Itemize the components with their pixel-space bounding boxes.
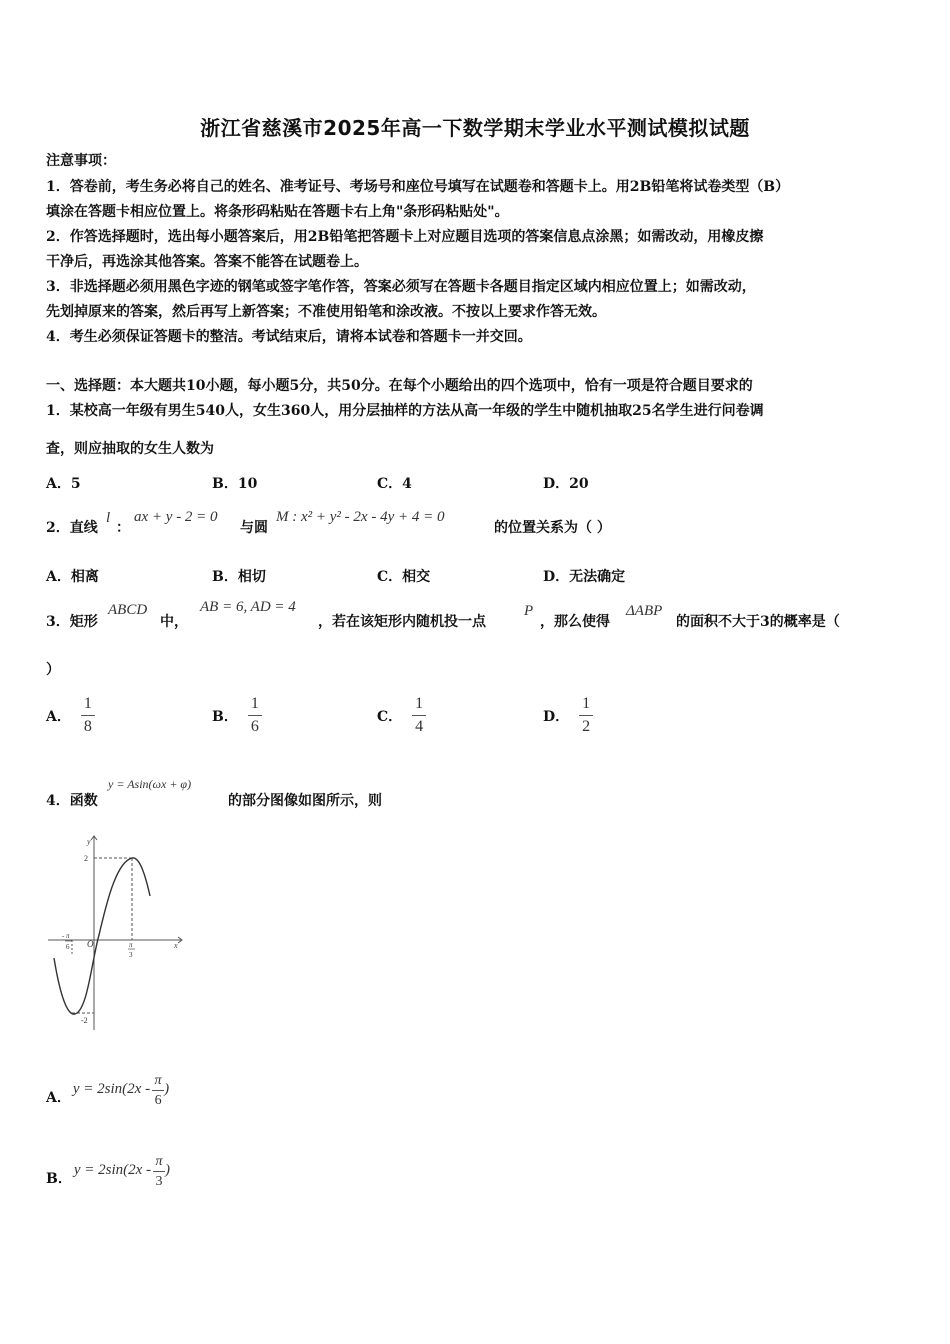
q1-option-c: C．4: [377, 476, 412, 492]
fraction: $\frac{1}{2}$: [579, 694, 593, 737]
option-label: B．: [46, 1171, 72, 1187]
line-equation: ax + y - 2 = 0: [134, 509, 218, 525]
q2-option-b: B．相切: [212, 569, 266, 585]
question-2-prefix: 2．直线: [46, 520, 98, 536]
function-expression: y = Asin(ωx + φ): [108, 777, 192, 791]
q1-option-b: B．10: [212, 476, 258, 492]
notice-line: 2．作答选择题时，选出每小题答案后，用2B铅笔把答题卡上对应题目选项的答案信息点涂黑；如需改动，用橡皮擦: [46, 229, 764, 245]
option-expression: y = 2sin(2x -: [73, 1162, 152, 1178]
triangle-name: ΔABP: [626, 603, 663, 619]
q1-option-d: D．20: [543, 476, 589, 492]
option-expression: y = 2sin(2x -: [72, 1081, 151, 1097]
question-4-suffix: 的部分图像如图所示，则: [228, 793, 382, 809]
question-1-text-cont: 查，则应抽取的女生人数为: [46, 441, 214, 457]
point-p: P: [524, 603, 534, 619]
option-label: B．: [212, 708, 238, 725]
option-label: A．: [46, 708, 71, 725]
origin-label: O: [87, 939, 94, 949]
option-label: D．: [543, 708, 570, 725]
q4-option-b: [46, 1153, 170, 1190]
question-4-prefix: 4．函数: [46, 793, 98, 809]
question-3-close: ）: [46, 662, 60, 678]
notice-heading: 注意事项：: [46, 153, 116, 169]
q1-option-a: A．5: [46, 476, 81, 492]
notice-line: 3．非选择题必须用黑色字迹的钢笔或签字笔作答，答案必须写在答题卡各题目指定区域内相应位置上；如需改动，: [46, 279, 756, 295]
x-left-den: 6: [66, 943, 70, 951]
y-max-label: 2: [84, 854, 88, 863]
notice-line: 填涂在答题卡相应位置上。将条形码粘贴在答题卡右上角"条形码粘贴处"。: [46, 204, 509, 220]
question-1-text: 1．某校高一年级有男生540人，女生360人，用分层抽样的方法从高一年级的学生中随机抽取25名学生进行问卷调: [46, 403, 764, 419]
fraction: $\frac{1}{8}$: [81, 694, 95, 737]
question-3-suffix: 的面积不大于3的概率是（: [676, 614, 840, 630]
y-min-label: -2: [81, 1016, 88, 1025]
page-title: 浙江省慈溪市2025年高一下数学期末学业水平测试模拟试题: [200, 116, 750, 140]
closing-paren: ): [164, 1081, 170, 1097]
q3-option-a: [46, 694, 95, 737]
q3-option-d: [543, 694, 593, 737]
x-right-den: 3: [129, 951, 133, 959]
q2-option-a: A．相离: [46, 569, 99, 585]
circle-equation: M : x² + y² - 2x - 4y + 4 = 0: [276, 509, 445, 525]
q2-option-d: D．无法确定: [543, 569, 626, 585]
sine-graph: [44, 830, 194, 1035]
question-2-mid: 与圆: [240, 520, 268, 536]
q3-option-b: [212, 694, 262, 737]
rectangle-name: ABCD: [108, 602, 148, 618]
question-2-suffix: 的位置关系为（ ）: [494, 520, 611, 536]
x-axis-label: x: [174, 941, 178, 950]
closing-paren: ): [165, 1162, 171, 1178]
notice-line: 干净后，再选涂其他答案。答案不能答在试题卷上。: [46, 254, 368, 270]
q4-option-a: [46, 1072, 169, 1109]
fraction: $\frac{1}{6}$: [248, 694, 262, 737]
question-3-mid2: ，若在该矩形内随机投一点: [318, 614, 486, 630]
fraction: $\frac{1}{4}$: [412, 694, 426, 737]
q2-option-c: C．相交: [377, 569, 431, 585]
notice-line: 4．考生必须保证答题卡的整洁。考试结束后，请将本试卷和答题卡一并交回。: [46, 329, 532, 345]
notice-line: 1．答卷前，考生务必将自己的姓名、准考证号、考场号和座位号填写在试题卷和答题卡上。用2B铅笔将试卷类型（B）: [46, 179, 790, 195]
x-right-num: π: [129, 941, 133, 949]
section-heading: 一、选择题：本大题共10小题，每小题5分，共50分。在每个小题给出的四个选项中，恰有一项是符合题目要求的: [46, 378, 753, 394]
y-axis-label: y: [87, 837, 91, 846]
question-3-mid3: ，那么使得: [540, 614, 610, 630]
x-left-num: π: [66, 932, 70, 940]
notice-line: 先划掉原来的答案，然后再写上新答案；不准使用铅笔和涂改液。不按以上要求作答无效。: [46, 304, 606, 320]
option-label: A．: [46, 1090, 71, 1106]
question-3-prefix: 3．矩形: [46, 614, 98, 630]
option-label: C．: [377, 708, 403, 725]
x-left-sign: -: [62, 932, 65, 940]
line-symbol: l: [106, 510, 111, 526]
fraction: $\frac{\pi}{3}$: [153, 1153, 165, 1190]
fraction: $\frac{\pi}{6}$: [152, 1072, 164, 1109]
q3-option-c: [377, 694, 426, 737]
question-3-mid1: 中，: [160, 614, 188, 630]
colon: ：: [116, 520, 130, 536]
rectangle-sides: AB = 6, AD = 4: [200, 599, 296, 615]
